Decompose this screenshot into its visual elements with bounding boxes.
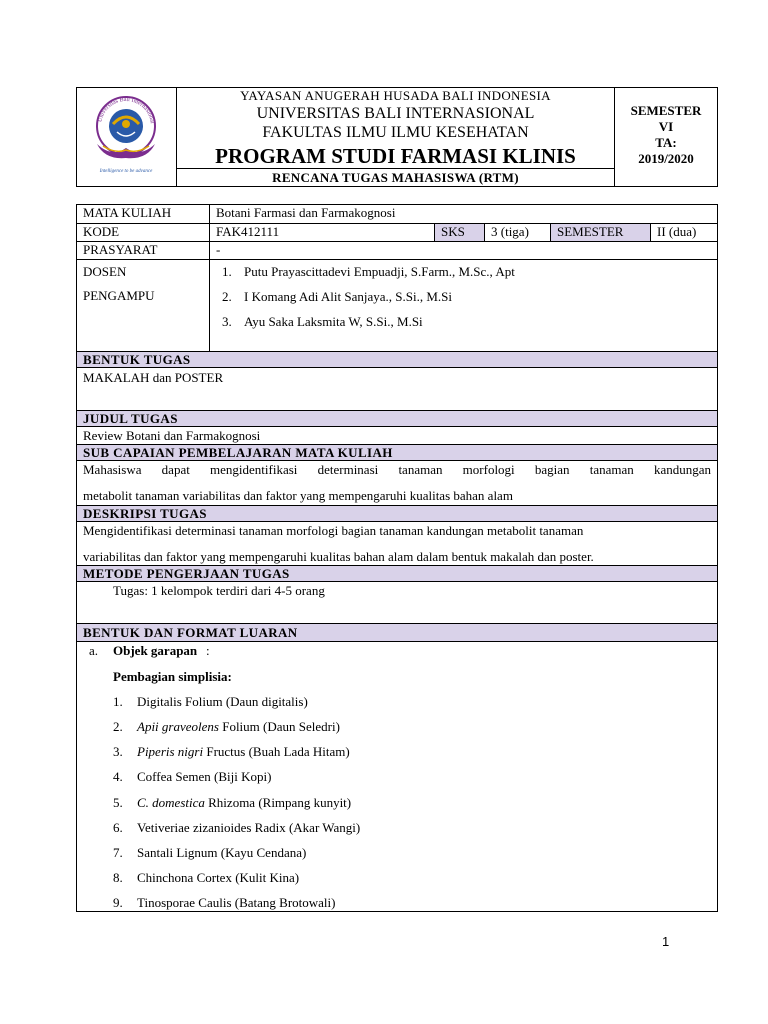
simplisia-item (137, 820, 360, 836)
simplisia-num: 8. (113, 870, 123, 885)
sub-cpmk-line-2: metabolit tanaman variabilitas dan faktor yang mempengaruhi kualitas bahan alam (83, 488, 513, 503)
section-deskripsi: DESKRIPSI TUGAS (77, 505, 717, 522)
simplisia-num: 5. (113, 795, 123, 810)
row-prasyarat (77, 241, 717, 259)
simplisia-rest: Coffea Semen (Biji Kopi) (137, 769, 272, 784)
kode-label: KODE (83, 224, 120, 239)
simplisia-italic: Apii graveolens (137, 719, 219, 734)
logo-cell (77, 88, 177, 186)
lecturer-name-2: I Komang Adi Alit Sanjaya., S.Si., M.Si (244, 289, 453, 304)
pembagian-label: Pembagian simplisia: (113, 669, 232, 684)
dosen-label: DOSEN (83, 264, 127, 279)
simplisia-num: 6. (113, 820, 123, 835)
section-bentuk-tugas: BENTUK TUGAS (77, 351, 717, 368)
simplisia-num: 7. (113, 845, 123, 860)
bentuk-tugas-value: MAKALAH dan POSTER (83, 370, 224, 385)
mata-kuliah-value: Botani Farmasi dan Farmakognosi (209, 205, 717, 223)
simplisia-item (137, 694, 308, 710)
metode-value: Tugas: 1 kelompok terdiri dari 4-5 orang (113, 583, 325, 598)
section-sub-cpmk: SUB CAPAIAN PEMBELAJARAN MATA KULIAH (77, 444, 717, 461)
simplisia-rest: Digitalis Folium (Daun digitalis) (137, 694, 308, 709)
university-logo (77, 88, 175, 184)
lecturer-name-3: Ayu Saka Laksmita W, S.Si., M.Si (244, 314, 423, 329)
simplisia-item (137, 744, 350, 760)
judul-tugas-body (77, 427, 717, 444)
university-name: UNIVERSITAS BALI INTERNASIONAL (256, 105, 535, 122)
ta-label: TA: (655, 135, 677, 150)
section-bentuk-format: BENTUK DAN FORMAT LUARAN (77, 623, 717, 642)
simplisia-rest: Chinchona Cortex (Kulit Kina) (137, 870, 300, 885)
rtm-bar (177, 168, 614, 187)
logo-text-top: Universitas Bali Internasional (97, 96, 155, 125)
foundation-name: YAYASAN ANUGERAH HUSADA BALI INDONESIA (240, 88, 551, 103)
simplisia-item (137, 870, 299, 886)
row-mata-kuliah (77, 205, 717, 223)
simplisia-item (137, 795, 351, 811)
prasyarat-value: - (209, 242, 717, 259)
row-dosen (77, 259, 717, 351)
program-name: PROGRAM STUDI FARMASI KLINIS (215, 144, 576, 168)
objek-marker: a. (89, 643, 99, 658)
simplisia-item (137, 769, 271, 785)
document-title: RENCANA TUGAS MAHASISWA (RTM) (272, 170, 519, 185)
simplisia-item (137, 895, 335, 911)
judul-tugas-value: Review Botani dan Farmakognosi (83, 428, 261, 443)
simplisia-num: 9. (113, 895, 123, 910)
simplisia-rest: Fructus (Buah Lada Hitam) (203, 744, 350, 759)
lecturer-name-1: Putu Prayascittadevi Empuadji, S.Farm., M.Sc., Apt (244, 264, 515, 279)
section-judul-tugas: JUDUL TUGAS (77, 410, 717, 427)
objek-label: Objek garapan (113, 643, 198, 658)
deskripsi-line-2: variabilitas dan faktor yang mempengaruhi kualitas bahan alam dalam bentuk makalah dan poster. (83, 549, 594, 564)
simplisia-italic: C. domestica (137, 795, 205, 810)
sub-cpmk-line-1: Mahasiswa dapat mengidentifikasi determinasi tanaman morfologi bagian tanaman kandungan (83, 462, 711, 477)
simplisia-num: 2. (113, 719, 123, 734)
page-number: 1 (662, 934, 670, 949)
bentuk-format-body (77, 642, 717, 912)
simplisia-italic: Piperis nigri (137, 744, 204, 759)
kode-value: FAK412111 (209, 224, 434, 241)
lecturer-num-3: 3. (222, 314, 232, 329)
sks-value: 3 (tiga) (484, 224, 550, 241)
simplisia-rest: Vetiveriae zizanioides Radix (Akar Wangi) (137, 820, 361, 835)
sks-label: SKS (434, 224, 484, 241)
simplisia-num: 4. (113, 769, 123, 784)
section-metode: METODE PENGERJAAN TUGAS (77, 565, 717, 582)
dosen-label-cell (77, 260, 209, 351)
lecturer-list (209, 260, 717, 351)
semester-value: VI (658, 119, 674, 134)
semester-course-value: II (dua) (650, 224, 717, 241)
simplisia-num: 1. (113, 694, 123, 709)
simplisia-rest: Tinosporae Caulis (Batang Brotowali) (137, 895, 336, 910)
logo-tagline: Intelligence to be advance (99, 169, 153, 174)
simplisia-item (137, 719, 340, 735)
sub-cpmk-body (77, 461, 717, 505)
pengampu-label: PENGAMPU (83, 288, 155, 303)
simplisia-rest: Folium (Daun Seledri) (218, 719, 340, 734)
lecturer-num-2: 2. (222, 289, 232, 304)
mata-kuliah-label: MATA KULIAH (83, 205, 172, 220)
objek-colon: : (206, 643, 210, 658)
simplisia-item (137, 845, 306, 861)
row-kode (77, 223, 717, 241)
semester-cell (615, 88, 717, 186)
header-title-cell (177, 88, 615, 186)
deskripsi-body (77, 522, 717, 565)
semester-course-label: SEMESTER (550, 224, 650, 241)
prasyarat-label: PRASYARAT (83, 242, 158, 257)
lecturer-num-1: 1. (222, 264, 232, 279)
bentuk-tugas-body (77, 368, 717, 410)
simplisia-rest: Rhizoma (Rimpang kunyit) (204, 795, 352, 810)
metode-body (77, 582, 717, 623)
faculty-name: FAKULTAS ILMU ILMU KESEHATAN (262, 124, 529, 141)
simplisia-rest: Santali Lignum (Kayu Cendana) (137, 845, 307, 860)
document-header (76, 87, 718, 187)
assignment-table (76, 204, 718, 912)
simplisia-num: 3. (113, 744, 123, 759)
semester-label: SEMESTER (630, 103, 702, 118)
ta-value: 2019/2020 (638, 151, 694, 166)
deskripsi-line-1: Mengidentifikasi determinasi tanaman morfologi bagian tanaman kandungan metabolit tanaman (83, 523, 584, 538)
